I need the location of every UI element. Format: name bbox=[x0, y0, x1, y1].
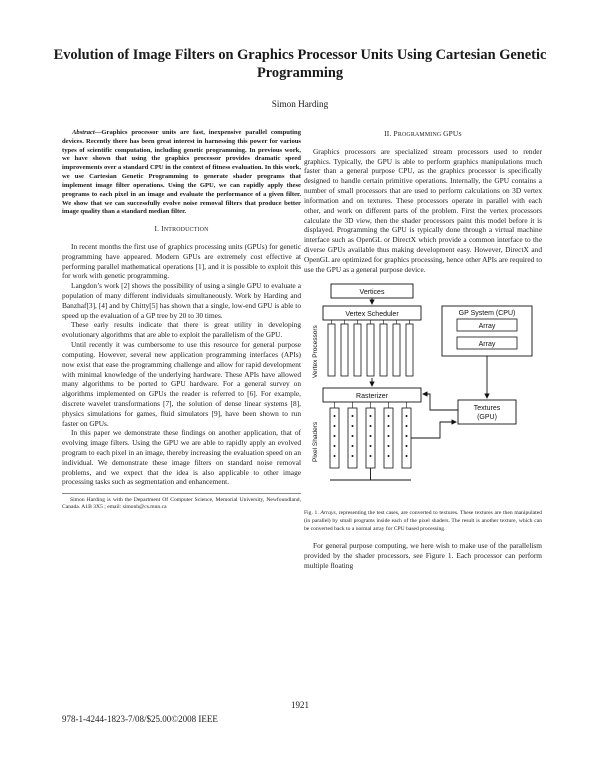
section-heading-programming-gpus bbox=[304, 129, 542, 141]
array-label-2: Array bbox=[478, 341, 496, 349]
section-heading-introduction bbox=[62, 224, 301, 236]
intro-paragraph: Langdon’s work [2] shows the possibility of using a single GPU to evaluate a population of many different individuals simultaneously. Work by Harding and Banzhaf[3], [4] and by Chitty[5] has shown that a single, low-end GPU is able to speed up the evaluation of a GP tree by 20 to 30 times. bbox=[62, 281, 301, 320]
section-initial: GPU bbox=[443, 129, 459, 138]
footnote: Simon Harding is with the Department Of Computer Science, Memorial University, Newfoundland, Canada. A1B 3X5 ; email: simonh@cs.mun.ca bbox=[62, 493, 301, 511]
section-small-caps: S bbox=[458, 132, 462, 138]
section-initial: I bbox=[161, 224, 164, 234]
pixel-shaders-label: Pixel Shaders bbox=[312, 422, 319, 463]
gpu-architecture-figure bbox=[304, 282, 542, 504]
caption-text: representing the test cases, are converted to textures. These textures are then manipulated (in parallel) by small programs inside each of the pixel shaders. The result is another texture, which can be converted back to a normal array for CPU based processing. bbox=[304, 510, 542, 532]
vertex-scheduler-label: Vertex Scheduler bbox=[345, 311, 399, 319]
abstract-label: Abstract bbox=[72, 129, 95, 136]
left-column bbox=[62, 129, 301, 512]
intro-paragraph: In this paper we demonstrate these findings on another application, that of evolving image filters. Using the GPU we are able to rapidly apply an evolved program to each pixel in an image, thereby increasing the evaluation speed on an individual. We demonstrate these image filters on standard noise removal problems, and we expect that the idea is also applicable to other image processing tasks such as segmentation and enhancement. bbox=[62, 428, 301, 487]
gpu-paragraph: Graphics processors are specialized stream processors used to render graphics. Typically, the GPU is able to perform graphics manipulations much faster than a general purpose CPU, as the graphics processor is specifically designed to handle certain primitive operations. Internally, the GPU contains a number of small processors that are used to perform calculations on 3D vertex information and on textures. These processors operate in parallel with each other, and work on different parts of the problem. First the vertex processors calculate the 3D view, then the shader processors paint this model before it is displayed. Programming the GPU is typically done through a virtual machine interface such as OpenGL or DirectX which provide a common interface to the diverse GPUs available thus making development easy. However, DirectX and OpenGL are optimized for graphics processing, hence other APIs are required to use the GPU as a general purpose device. bbox=[304, 146, 542, 274]
intro-paragraph: These early results indicate that there is great utility in developing evolutionary algorithms that are able to exploit the parallelism of the GPU. bbox=[62, 320, 301, 340]
rasterizer-label: Rasterizer bbox=[356, 393, 388, 401]
intro-paragraph: In recent months the first use of graphics processing units (GPUs) for genetic programming have appeared. Modern GPUs are extremely cost effective at performing parallel mathematical operations [1], and it is possible to exploit this for work with genetic programming. bbox=[62, 241, 301, 281]
section-initial: P bbox=[393, 129, 398, 138]
abstract bbox=[62, 129, 301, 217]
vertex-processors-label: Vertex Processors bbox=[312, 325, 319, 379]
post-figure-paragraph: For general purpose computing, we here wish to make use of the parallelism provided by the shader processors, see Figure 1. Each processor can perform multiple floating bbox=[304, 541, 542, 570]
textures-label-line1: Textures bbox=[473, 405, 501, 413]
section-number: I. bbox=[154, 224, 162, 234]
right-column bbox=[304, 129, 542, 571]
vertices-label: Vertices bbox=[359, 289, 385, 297]
figure-caption bbox=[304, 510, 542, 533]
author-name: Simon Harding bbox=[271, 99, 329, 109]
abstract-dash: — bbox=[94, 129, 102, 136]
page-number: 1921 bbox=[291, 700, 309, 710]
copyright-line: 978-1-4244-1823-7/08/$25.00©2008 IEEE bbox=[62, 714, 218, 724]
section-small-caps: NTRODUCTION bbox=[163, 227, 209, 234]
array-label-1: Array bbox=[478, 323, 496, 331]
section-number: II. bbox=[384, 129, 394, 138]
gp-system-label: GP System (CPU) bbox=[458, 310, 516, 318]
abstract-body: Graphics processor units are fast, inexpensive parallel computing devices. Recently there has been great interest in harnessing this power for various types of scientific computation, including genetic programming. In previous work, we have shown that using the graphics processor provides dramatic speed improvements over a standard CPU in the context of fitness evaluation. In this work, we use Cartesian Genetic Programming to generate shader programs that implement image filter operations. Using the GPU, we can rapidly apply these programs to each pixel in an image and evaluate the performance of a given filter. We show that we can successfully evolve noise removal filters that produce better image quality than a standard median filter. bbox=[62, 129, 301, 216]
section-small-caps: ROGRAMMING bbox=[397, 132, 444, 138]
caption-italic: Arrays, bbox=[320, 510, 338, 517]
textures-label-line2: (GPU) bbox=[477, 414, 497, 422]
paper-title: Evolution of Image Filters on Graphics Processor Units Using Cartesian Genetic Programming bbox=[53, 47, 547, 81]
vertex-processors bbox=[328, 320, 413, 376]
intro-paragraph: Until recently it was cumbersome to use this resource for general purpose computing. However, several new application programming interfaces (APIs) now exist that ease the programming challenge and allow for rapid development with minimal knowledge of the underlying hardware. These APIs have allowed many algorithms to be ported to GPU hardware. For a general survey on algorithms implemented on GPUs the reader is referred to [6]. For example, discrete wavelet transformations [7], the solution of dense linear systems [8], physics simulations for games, fluid simulators [9], have been shown to run faster on GPUs. bbox=[62, 340, 301, 428]
caption-label: Fig. 1. bbox=[304, 510, 319, 517]
